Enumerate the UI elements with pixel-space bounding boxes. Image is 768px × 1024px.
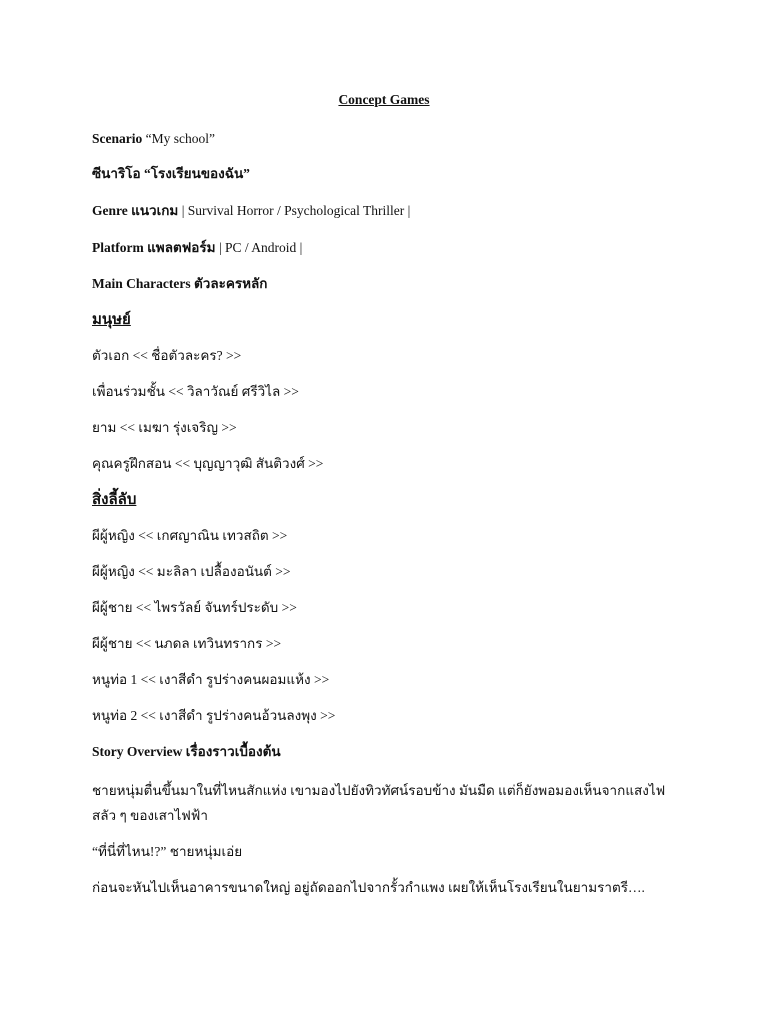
genre-label: Genre แนวเกม: [92, 203, 179, 218]
human-item: เพื่อนร่วมชั้น << วิลาวัณย์ ศรีวิไล >>: [92, 384, 299, 399]
mysterious-item: ผีผู้หญิง << เกศญาณิน เทวสถิต >>: [92, 528, 288, 543]
scenario-value: “My school”: [142, 131, 215, 146]
mysterious-item: ผีผู้หญิง << มะลิลา เปลื้องอนันต์ >>: [92, 564, 291, 579]
genre-value: | Survival Horror / Psychological Thriller |: [178, 203, 411, 218]
platform-value: | PC / Android |: [215, 240, 303, 255]
story-paragraph-1: ชายหนุ่มตื่นขึ้นมาในที่ไหนสักแห่ง เขามองไปยังทิวทัศน์รอบข้าง มันมืด แต่ก็ยังพอมองเห็นจากแสงไฟสลัว ๆ ของเสาไฟฟ้า: [92, 783, 666, 823]
platform-label: Platform แพลตฟอร์ม: [92, 240, 216, 255]
mysterious-item: ผีผู้ชาย << นภดล เทวินทรากร >>: [92, 636, 282, 651]
human-item: ตัวเอก << ชื่อตัวละคร? >>: [92, 348, 242, 363]
document-title: Concept Games: [338, 92, 430, 107]
human-item: คุณครูฝึกสอน << บุญญาวุฒิ สันติวงศ์ >>: [92, 456, 324, 471]
mysterious-item: หนูท่อ 1 << เงาสีดำ รูปร่างคนผอมแห้ง >>: [92, 672, 330, 687]
human-item: ยาม << เมฆา รุ่งเจริญ >>: [92, 420, 237, 435]
mysterious-item: ผีผู้ชาย << ไพรวัลย์ จันทร์ประดับ >>: [92, 600, 297, 615]
scenario-th-value: “โรงเรียนของฉัน”: [140, 166, 250, 181]
main-characters-heading: Main Characters ตัวละครหลัก: [92, 276, 268, 291]
story-paragraph-3: ก่อนจะหันไปเห็นอาคารขนาดใหญ่ อยู่ถัดออกไปจากรั้วกำแพง เผยให้เห็นโรงเรียนในยามราตรี….: [92, 880, 645, 895]
mysterious-item: หนูท่อ 2 << เงาสีดำ รูปร่างคนอ้วนลงพุง >>: [92, 708, 336, 723]
story-paragraph-2: “ที่นี่ที่ไหน!?” ชายหนุ่มเอ่ย: [92, 844, 243, 859]
scenario-th-label: ซีนาริโอ: [92, 166, 141, 181]
story-overview-heading: Story Overview เรื่องราวเบื้องต้น: [92, 744, 281, 759]
genre-line: [92, 200, 682, 222]
mysterious-heading: สิ่งลี้ลับ: [92, 492, 137, 508]
scenario-label: Scenario: [92, 131, 143, 146]
platform-line: [92, 237, 682, 259]
scenario-th-line: [92, 163, 682, 185]
humans-heading: มนุษย์: [92, 312, 131, 328]
scenario-line: [92, 128, 682, 150]
